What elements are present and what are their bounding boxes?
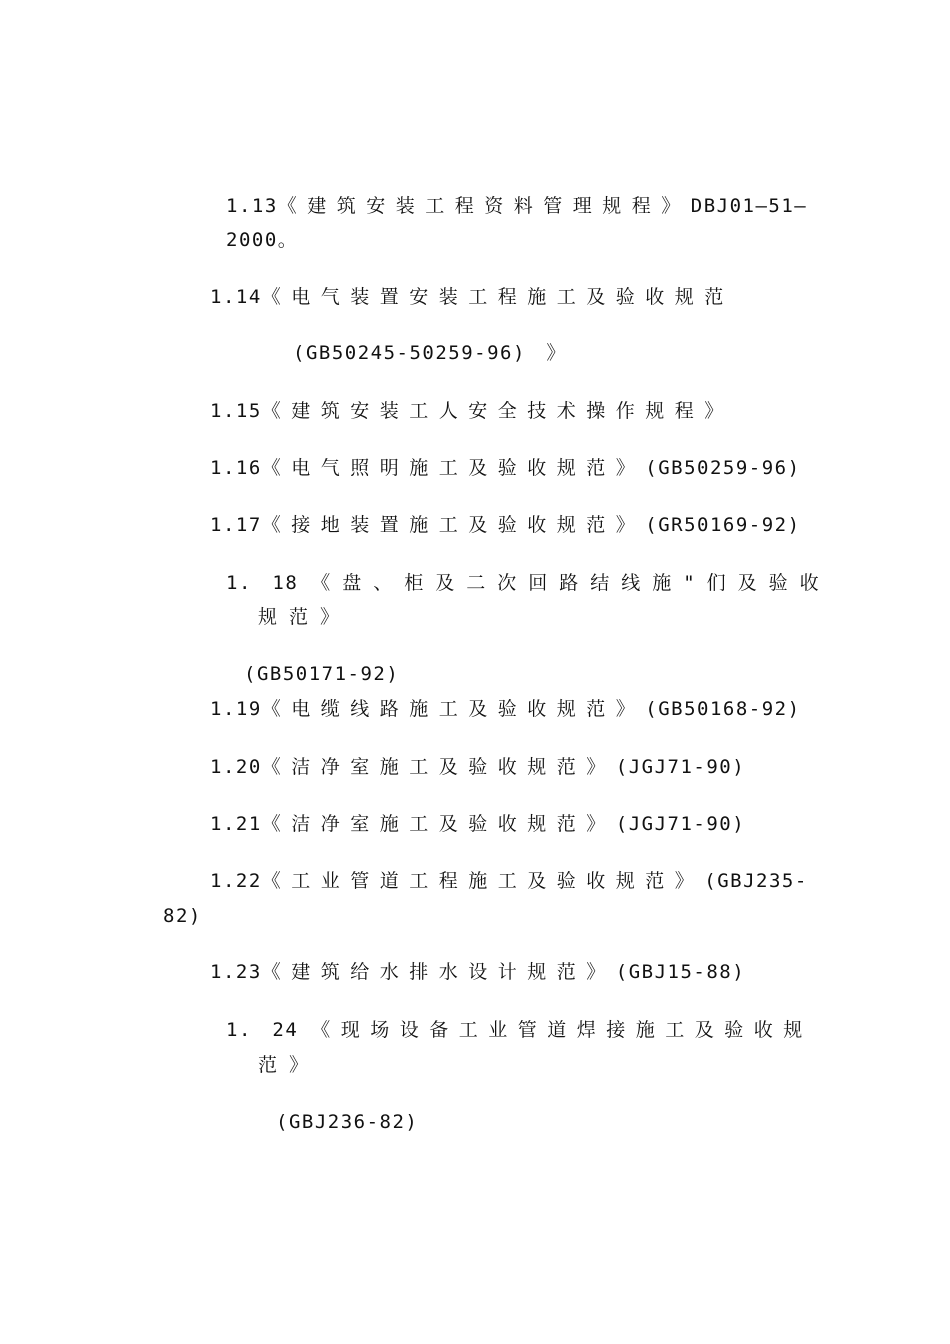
item-1-16-code: (GB50259-96) bbox=[645, 457, 801, 479]
item-1-17-number: 1.17 bbox=[210, 514, 262, 536]
item-1-21-number: 1.21 bbox=[210, 813, 262, 835]
item-1-14-code: (GB50245-50259-96) 》 bbox=[293, 342, 567, 364]
item-1-24-number: 1. 24 bbox=[226, 1019, 299, 1041]
item-1-15-line bbox=[210, 400, 734, 422]
item-1-21-code: (JGJ71-90) bbox=[615, 813, 746, 835]
item-1-18-code: (GB50171-92) bbox=[244, 663, 400, 685]
item-1-19-line bbox=[210, 698, 801, 720]
item-1-24-line-2: 范》 bbox=[258, 1054, 321, 1076]
item-1-24-line-1 bbox=[226, 1019, 813, 1041]
item-1-23-number: 1.23 bbox=[210, 961, 262, 983]
item-1-13-line-1 bbox=[226, 195, 807, 217]
item-1-20-code: (JGJ71-90) bbox=[615, 756, 746, 778]
item-1-16-title: 《电气照明施工及验收规范》 bbox=[261, 457, 646, 479]
item-1-13-code: DBJ01—51— bbox=[690, 195, 808, 217]
item-1-18-line-2: 规范》 bbox=[258, 606, 352, 628]
item-1-16-line bbox=[210, 457, 801, 479]
item-1-14-line-1 bbox=[210, 286, 734, 308]
item-1-18-number: 1. 18 bbox=[226, 572, 299, 594]
item-1-19-number: 1.19 bbox=[210, 698, 262, 720]
item-1-23-code: (GBJ15-88) bbox=[615, 961, 746, 983]
item-1-14-title: 《电气装置安装工程施工及验收规范 bbox=[261, 286, 734, 308]
item-1-17-code: (GR50169-92) bbox=[645, 514, 801, 536]
item-1-19-code: (GB50168-92) bbox=[645, 698, 801, 720]
item-1-23-line bbox=[210, 961, 745, 983]
item-1-14-number: 1.14 bbox=[210, 286, 262, 308]
item-1-15-title: 《建筑安装工人安全技术操作规程》 bbox=[261, 400, 734, 422]
item-1-22-line-2: 82) bbox=[163, 905, 202, 927]
item-1-17-title: 《接地装置施工及验收规范》 bbox=[261, 514, 646, 536]
item-1-15-number: 1.15 bbox=[210, 400, 262, 422]
item-1-22-code: (GBJ235- bbox=[704, 870, 808, 892]
item-1-20-title: 《洁净室施工及验收规范》 bbox=[261, 756, 616, 778]
item-1-19-title: 《电缆线路施工及验收规范》 bbox=[261, 698, 646, 720]
item-1-20-number: 1.20 bbox=[210, 756, 262, 778]
item-1-22-title: 《工业管道工程施工及验收规范》 bbox=[261, 870, 705, 892]
item-1-24-title: 《现场设备工业管道焊接施工及验收规 bbox=[311, 1019, 813, 1041]
item-1-22-number: 1.22 bbox=[210, 870, 262, 892]
item-1-21-line bbox=[210, 813, 745, 835]
item-1-18-title: 《盘、柜及二次回路结线施"们及验收 bbox=[311, 572, 831, 594]
item-1-23-title: 《建筑给水排水设计规范》 bbox=[261, 961, 616, 983]
item-1-24-code: (GBJ236-82) bbox=[276, 1111, 419, 1133]
item-1-16-number: 1.16 bbox=[210, 457, 262, 479]
item-1-22-line-1 bbox=[210, 870, 808, 892]
item-1-13-number: 1.13 bbox=[226, 195, 278, 217]
item-1-20-line bbox=[210, 756, 745, 778]
item-1-13-title: 《建筑安装工程资料管理规程》 bbox=[277, 195, 691, 217]
item-1-21-title: 《洁净室施工及验收规范》 bbox=[261, 813, 616, 835]
item-1-13-line-2: 2000。 bbox=[226, 229, 299, 251]
item-1-18-line-1 bbox=[226, 572, 831, 594]
item-1-17-line bbox=[210, 514, 801, 536]
